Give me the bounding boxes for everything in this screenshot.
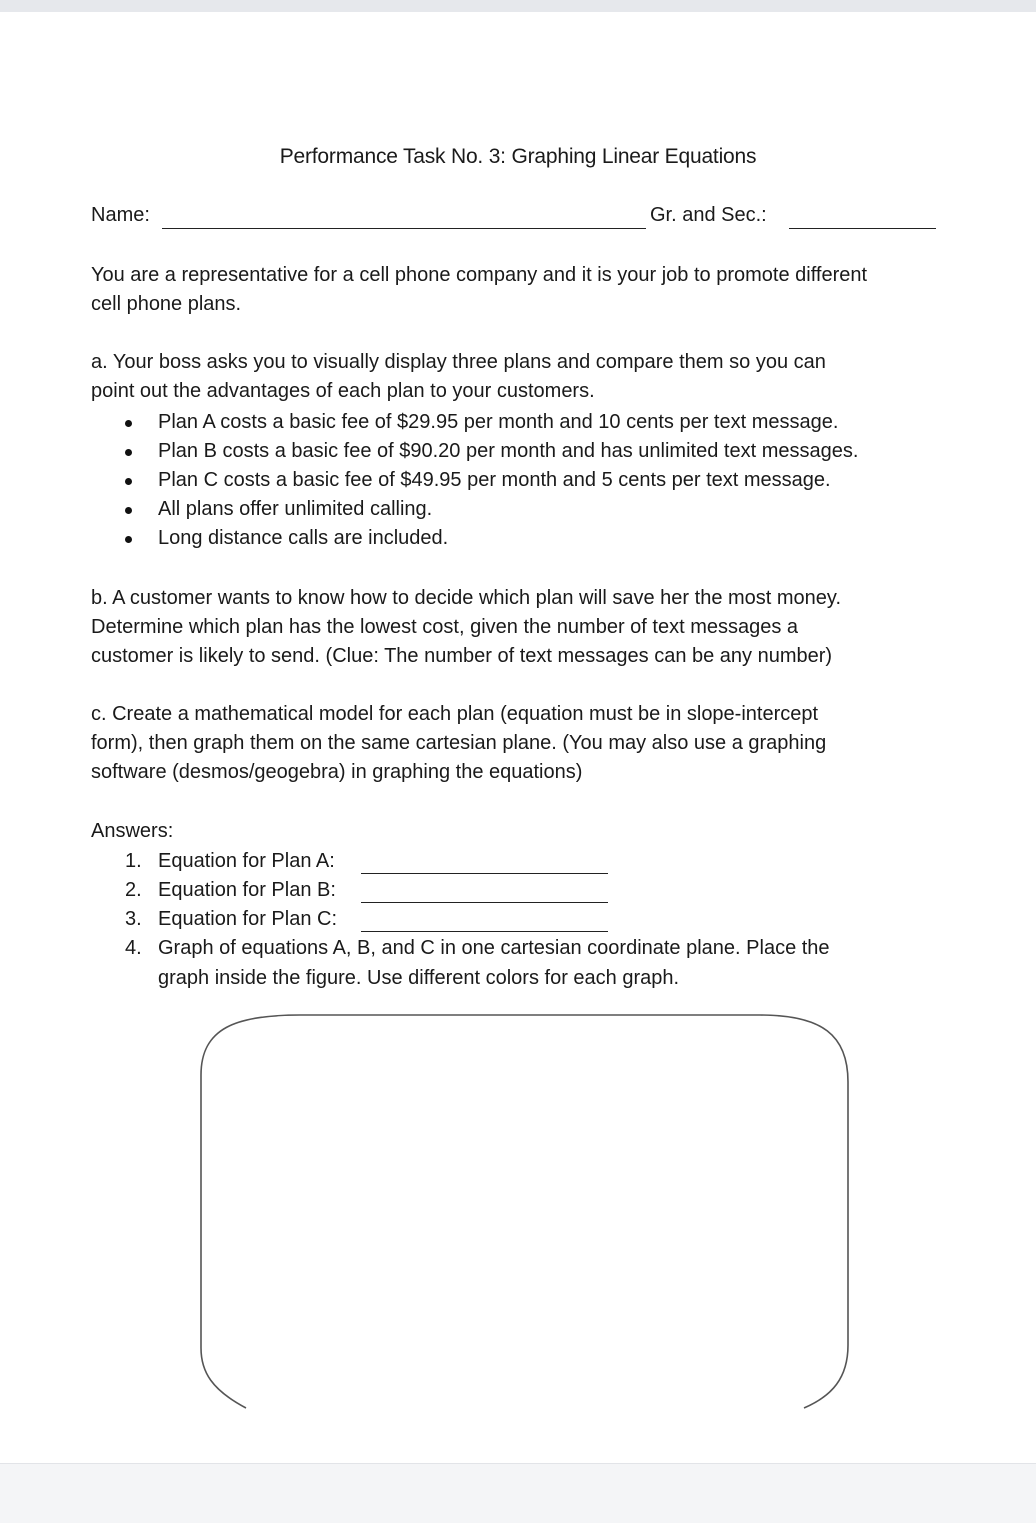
answers-label: Answers: — [91, 820, 174, 842]
answer-number: 2. — [125, 879, 142, 901]
bullet-item-plan-a: Plan A costs a basic fee of $29.95 per month and 10 cents per text message. — [158, 411, 839, 433]
answer-number: 1. — [125, 850, 142, 872]
part-a-line: a. Your boss asks you to visually display three plans and compare them so you can — [91, 351, 826, 373]
name-label: Name: — [91, 204, 150, 226]
part-c-line: c. Create a mathematical model for each plan (equation must be in slope-intercept — [91, 703, 819, 725]
bullet-item-plan-b: Plan B costs a basic fee of $90.20 per month and has unlimited text messages. — [158, 440, 859, 462]
bullet-item-plan-c: Plan C costs a basic fee of $49.95 per month and 5 cents per text message. — [158, 469, 831, 491]
intro-line: cell phone plans. — [91, 293, 242, 315]
answer-graph-instruction-cont: graph inside the figure. Use different colors for each graph. — [158, 967, 680, 989]
part-c-line: form), then graph them on the same cartesian plane. (You may also use a graphing — [91, 732, 827, 754]
part-a-line: point out the advantages of each plan to your customers. — [91, 380, 595, 402]
part-b-line: Determine which plan has the lowest cost, given the number of text messages a — [91, 616, 799, 638]
answer-plan-c-label: Equation for Plan C: — [158, 908, 337, 930]
bottom-window-strip — [0, 1463, 1036, 1523]
bullet-item-long-distance: Long distance calls are included. — [158, 527, 449, 549]
part-b-line: b. A customer wants to know how to decide which plan will save her the most money. — [91, 587, 841, 609]
page-title: Performance Task No. 3: Graphing Linear Equations — [279, 145, 757, 168]
answer-plan-a-label: Equation for Plan A: — [158, 850, 335, 872]
part-c-line: software (desmos/geogebra) in graphing the equations) — [91, 761, 583, 783]
answer-number: 4. — [125, 937, 142, 959]
answer-plan-b-label: Equation for Plan B: — [158, 879, 336, 901]
answer-graph-instruction: Graph of equations A, B, and C in one cartesian coordinate plane. Place the — [158, 937, 830, 959]
intro-line: You are a representative for a cell phone company and it is your job to promote different — [91, 264, 868, 286]
answer-number: 3. — [125, 908, 142, 930]
part-b-line: customer is likely to send. (Clue: The number of text messages can be any number) — [91, 645, 833, 667]
bullet-item-calling: All plans offer unlimited calling. — [158, 498, 433, 520]
grade-section-label: Gr. and Sec.: — [650, 204, 767, 226]
